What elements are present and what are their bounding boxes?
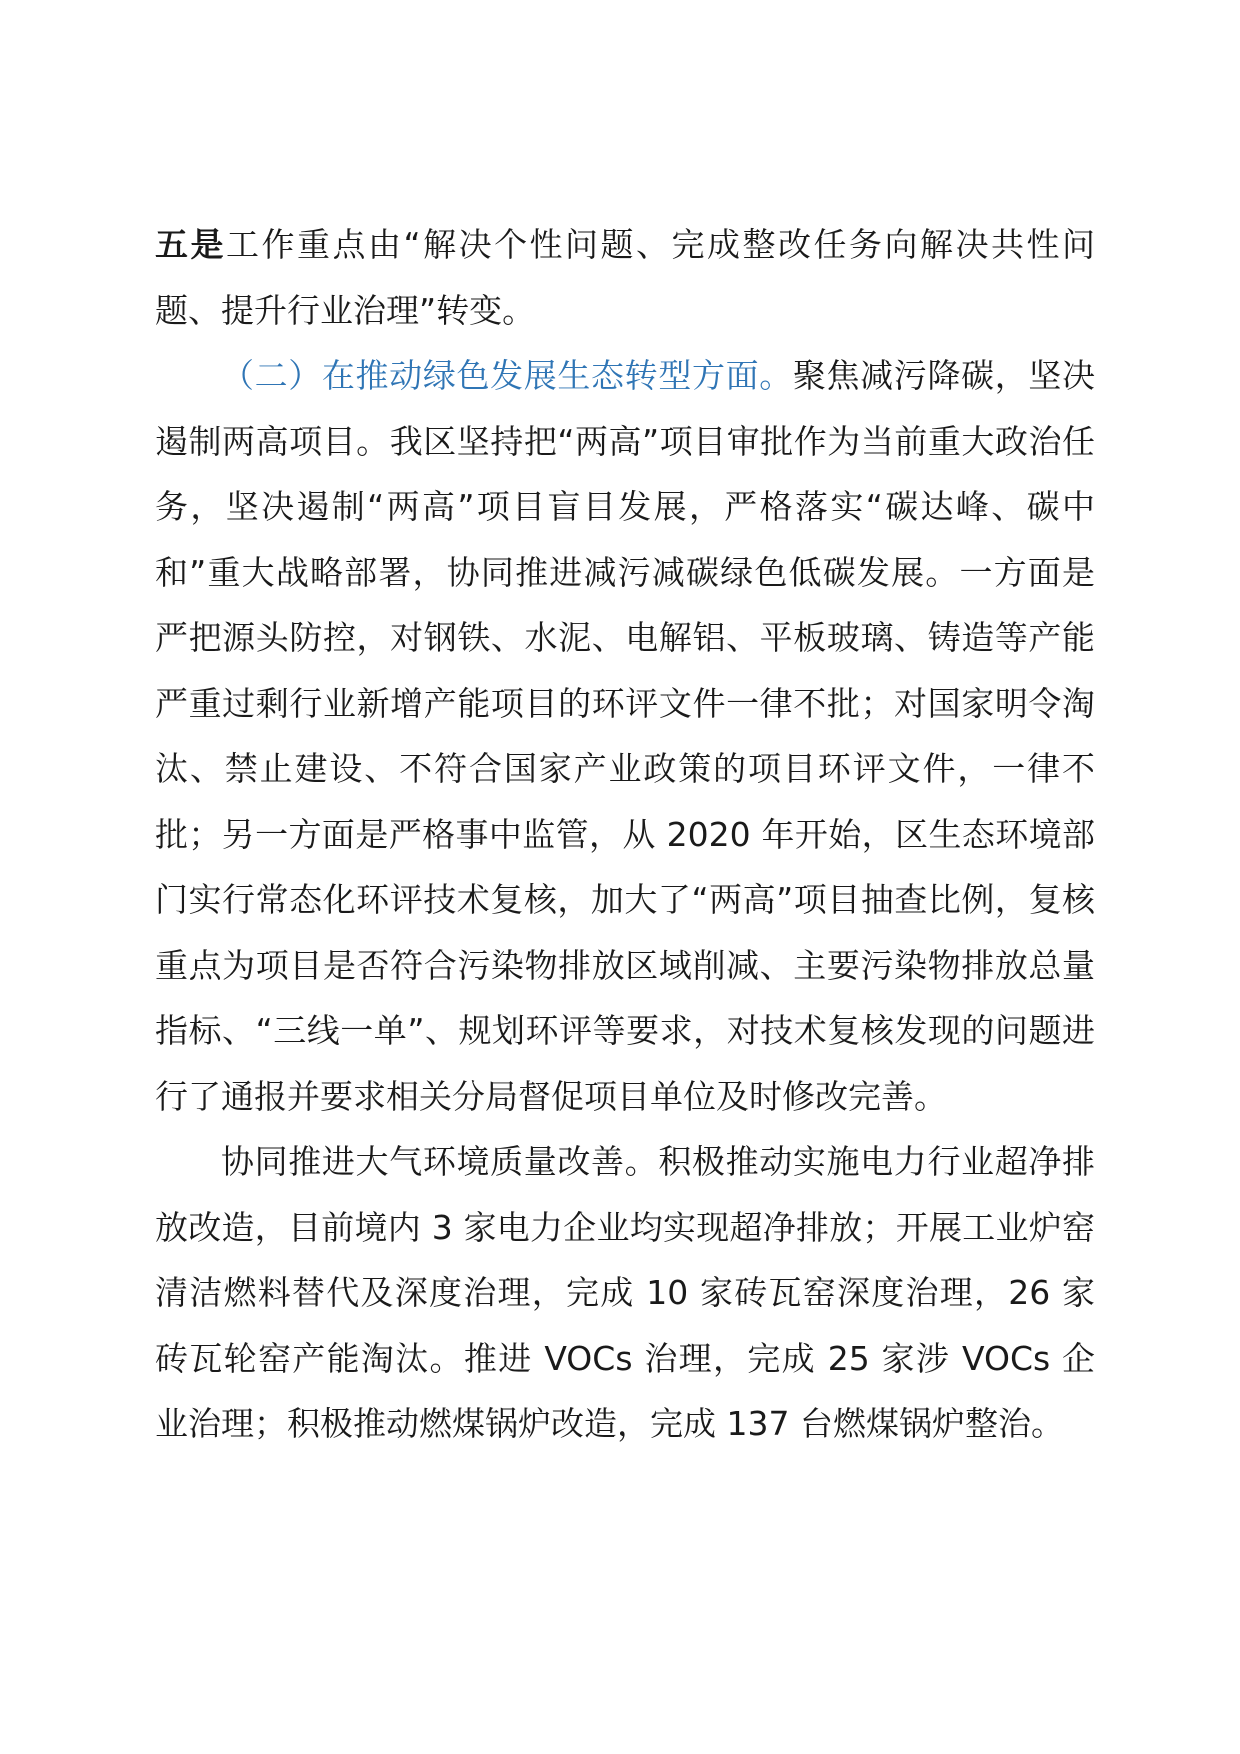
paragraph-air-quality (155, 1129, 1095, 1457)
document-body (155, 212, 1095, 1457)
paragraph-five (155, 212, 1095, 343)
paragraph-text: 工作重点由“解决个性问题、完成整改任务向解决共性问题、提升行业治理”转变。 (155, 225, 1095, 330)
paragraph-text: 协同推进大气环境质量改善。积极推动实施电力行业超净排放改造，目前境内 3 家电力企业均实现超净排放；开展工业炉窑清洁燃料替代及深度治理，完成 10 家砖瓦窑深度治理，26 家砖瓦轮窑产能淘汰。推进 VOCs 治理，完成 25 家涉 VOCs 企业治理；积极推动燃煤锅炉改造，完成 137 台燃煤锅炉整治。 (155, 1142, 1095, 1443)
paragraph-green-development (155, 343, 1095, 1129)
paragraph-text: 聚焦减污降碳，坚决遏制两高项目。我区坚持把“两高”项目审批作为当前重大政治任务，坚决遏制“两高”项目盲目发展，严格落实“碳达峰、碳中和”重大战略部署，协同推进减污减碳绿色低碳发展。一方面是严把源头防控，对钢铁、水泥、电解铝、平板玻璃、铸造等产能严重过剩行业新增产能项目的环评文件一律不批；对国家明令淘汰、禁止建设、不符合国家产业政策的项目环评文件，一律不批；另一方面是严格事中监管，从 2020 年开始，区生态环境部门实行常态化环评技术复核，加大了“两高”项目抽查比例，复核重点为项目是否符合污染物排放区域削减、主要污染物排放总量指标、“三线一单”、规划环评等要求，对技术复核发现的问题进行了通报并要求相关分局督促项目单位及时修改完善。 (155, 356, 1096, 1116)
paragraph-lead: 五是 (155, 225, 226, 264)
section-heading: （二）在推动绿色发展生态转型方面。 (221, 356, 793, 395)
